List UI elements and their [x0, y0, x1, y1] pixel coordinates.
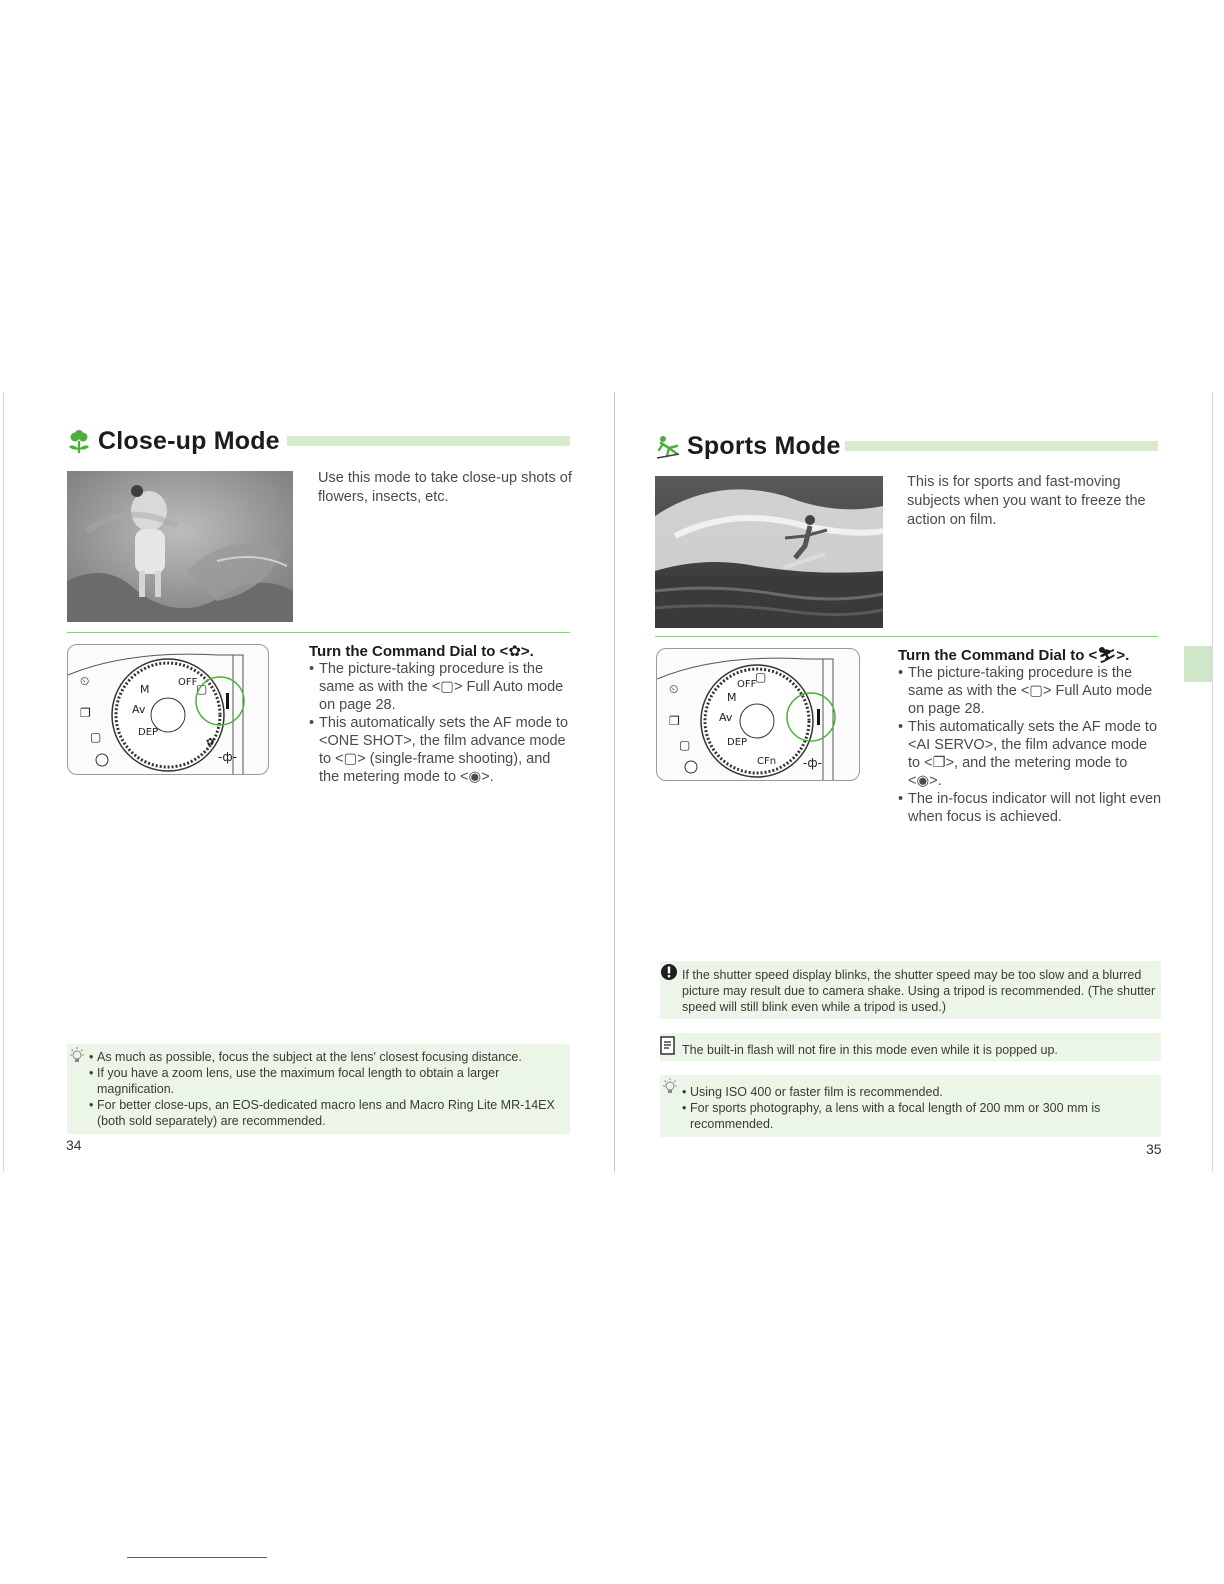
svg-text:▢: ▢ [755, 670, 767, 684]
svg-text:✿: ✿ [206, 737, 215, 748]
closeup-title [66, 427, 280, 456]
sports-intro: This is for sports and fast-moving subjects when you want to freeze the action on film. [907, 474, 1146, 528]
caution-icon [660, 963, 678, 985]
closeup-tip-3: • For better close-ups, an EOS-dedicated macro lens and Macro Ring Lite MR-14EX (both sold separately) are recommended. [89, 1097, 559, 1129]
svg-text:OFF: OFF [737, 679, 757, 690]
section-side-tab [1184, 646, 1212, 682]
svg-text:⏲: ⏲ [80, 674, 90, 688]
closeup-step-2: • This automatically sets the AF mode to <ONE SHOT>, the film advance mode to <▢> (single-frame shooting), and the metering mode to <◉>. [309, 714, 571, 786]
closeup-intro: Use this mode to take close-up shots of flowers, insects, etc. [318, 470, 572, 505]
svg-text:▢: ▢ [679, 738, 691, 752]
footer-link-underline[interactable] [127, 1557, 267, 1558]
svg-text:M: M [727, 691, 737, 704]
svg-text:-ф-: -ф- [218, 750, 237, 764]
right-scan-edge [1212, 392, 1213, 1172]
closeup-photo [67, 471, 293, 622]
closeup-dial-diagram [67, 644, 269, 775]
svg-text:DEP: DEP [727, 737, 748, 748]
svg-text:▢: ▢ [90, 730, 102, 744]
sports-step-1: • The picture-taking procedure is the same as with the <▢> Full Auto mode on page 28. [898, 664, 1163, 718]
flash-note-text: The built-in flash will not fire in this mode even while it is popped up. [682, 1043, 1058, 1057]
svg-text:❐: ❐ [669, 714, 680, 728]
sports-title [655, 432, 841, 461]
sports-title-bar [845, 441, 1158, 451]
closeup-step-heading: Turn the Command Dial to <✿>. [309, 643, 534, 660]
sports-divider [655, 636, 1158, 637]
closeup-title-text: Close-up Mode [98, 427, 280, 455]
caution-text: If the shutter speed display blinks, the shutter speed may be too slow and a blurred picture may result due to camera shake. Using a tripod is recommended. (The shutter speed will still blink even while a tripod is used.) [682, 968, 1156, 1014]
svg-text:▢: ▢ [196, 682, 208, 696]
sports-photo [655, 476, 883, 628]
svg-text:-ф-: -ф- [803, 756, 822, 770]
sports-tips-list [682, 1084, 1152, 1132]
svg-text:CFn: CFn [757, 756, 777, 767]
page-number-left: 34 [66, 1137, 82, 1153]
svg-text:⏲: ⏲ [669, 682, 679, 696]
svg-text:❐: ❐ [80, 706, 91, 720]
sports-tip-2: • For sports photography, a lens with a focal length of 200 mm or 300 mm is recommended. [682, 1100, 1152, 1132]
closeup-title-bar [287, 436, 570, 446]
center-fold [614, 392, 615, 1172]
caution-box [660, 961, 1161, 1019]
svg-text:M: M [140, 683, 150, 696]
flash-note-box [660, 1033, 1161, 1061]
page-number-right: 35 [1146, 1141, 1162, 1157]
sports-dial-diagram [656, 648, 860, 781]
sports-step-2: • This automatically sets the AF mode to <AI SERVO>, the film advance mode to <❐>, and the metering mode to <◉>. [898, 718, 1163, 790]
closeup-tips-list [89, 1049, 559, 1129]
lightbulb-icon [660, 1077, 680, 1099]
svg-text:Av: Av [719, 711, 733, 724]
sports-step-heading: Turn the Command Dial to <⛷>. [898, 647, 1130, 664]
svg-text:OFF: OFF [178, 677, 198, 688]
closeup-divider [67, 632, 570, 633]
svg-text:Av: Av [132, 703, 146, 716]
sports-step-3: • The in-focus indicator will not light even when focus is achieved. [898, 790, 1163, 826]
memo-icon [660, 1036, 676, 1060]
runner-icon [655, 434, 681, 460]
closeup-step-list [309, 660, 571, 786]
closeup-step-1: • The picture-taking procedure is the same as with the <▢> Full Auto mode on page 28. [309, 660, 571, 714]
closeup-tip-1: • As much as possible, focus the subject at the lens' closest focusing distance. [89, 1049, 559, 1065]
svg-text:DEP: DEP [138, 727, 159, 738]
left-scan-edge [3, 392, 4, 1172]
sports-title-text: Sports Mode [687, 432, 841, 460]
lightbulb-icon [67, 1046, 87, 1068]
closeup-tip-2: • If you have a zoom lens, use the maximum focal length to obtain a larger magnification. [89, 1065, 559, 1097]
sports-step-list [898, 664, 1163, 826]
closeup-tips-box [67, 1044, 570, 1134]
sports-tip-1: • Using ISO 400 or faster film is recommended. [682, 1084, 1152, 1100]
flower-icon [66, 429, 92, 455]
sports-tips-box [660, 1075, 1161, 1137]
